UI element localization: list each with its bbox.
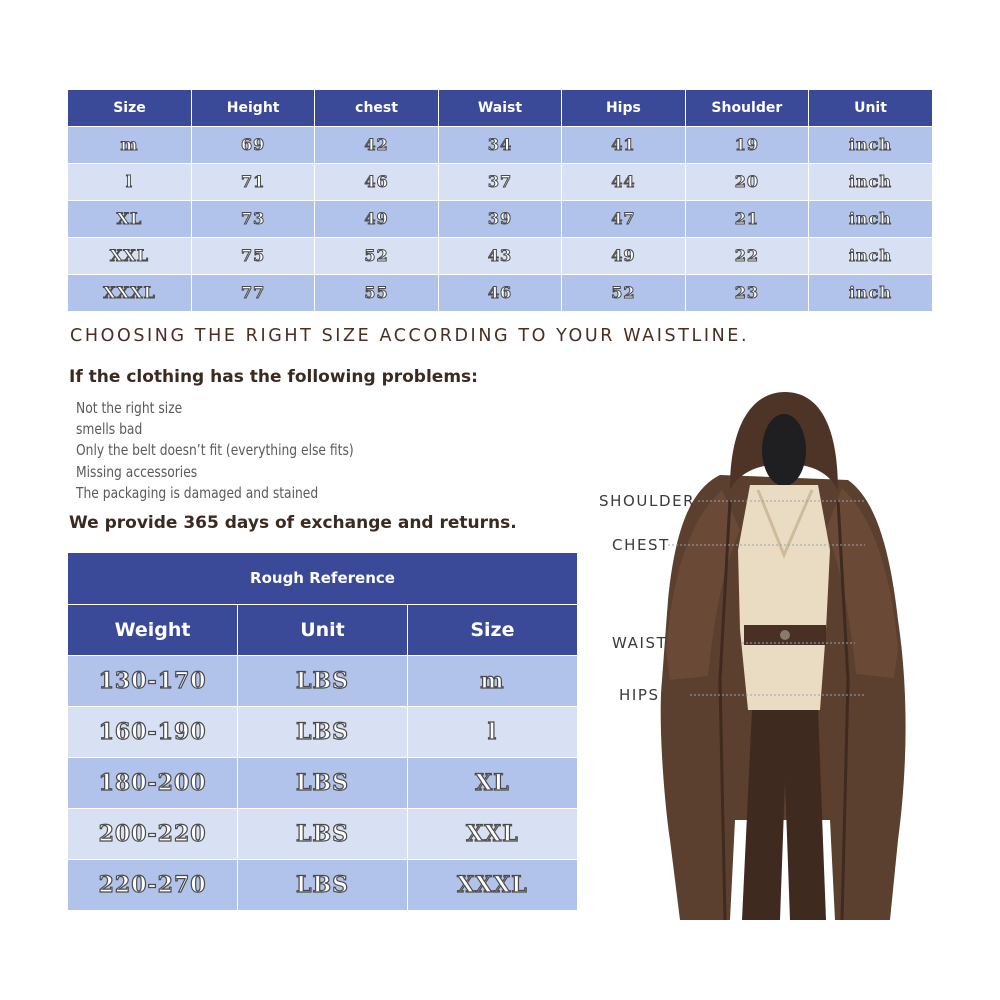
belt-buckle (780, 630, 790, 640)
cell-height: 75 (191, 237, 314, 274)
size-guide-heading: CHOOSING THE RIGHT SIZE ACCORDING TO YOUR WAISTLINE. (70, 326, 750, 346)
hips-label: HIPS (619, 686, 660, 704)
list-item: Not the right size (76, 399, 183, 417)
table-row (68, 706, 577, 757)
size-chart-table (68, 90, 932, 311)
header-hips: Hips (562, 90, 685, 126)
returns-note: We provide 365 days of exchange and returns. (69, 513, 517, 533)
header-waist: Waist (438, 90, 561, 126)
weight-table-header-row (68, 604, 577, 655)
cell-size: m (68, 126, 191, 163)
header-height: Height (191, 90, 314, 126)
cell-chest: 42 (315, 126, 438, 163)
cell-size: XXXL (407, 859, 577, 910)
cell-height: 71 (191, 163, 314, 200)
cell-waist: 43 (438, 237, 561, 274)
cell-chest: 55 (315, 274, 438, 311)
header-size: Size (407, 604, 577, 655)
shoulder-label: SHOULDER (599, 492, 696, 510)
robe-figure (580, 380, 980, 940)
cell-size: XL (68, 200, 191, 237)
cell-height: 73 (191, 200, 314, 237)
mannequin-head (762, 414, 806, 486)
table-row (68, 274, 932, 311)
cell-size: m (407, 655, 577, 706)
header-chest: chest (315, 90, 438, 126)
cell-waist: 37 (438, 163, 561, 200)
cell-unit: inch (809, 200, 932, 237)
header-shoulder: Shoulder (685, 90, 808, 126)
cell-hips: 44 (562, 163, 685, 200)
header-unit: Unit (238, 604, 408, 655)
table-row (68, 757, 577, 808)
cell-size: XXL (407, 808, 577, 859)
cell-hips: 49 (562, 237, 685, 274)
cell-weight: 220-270 (68, 859, 238, 910)
cell-weight: 160-190 (68, 706, 238, 757)
cell-chest: 46 (315, 163, 438, 200)
cell-shoulder: 20 (685, 163, 808, 200)
cell-weight: 200-220 (68, 808, 238, 859)
cell-waist: 39 (438, 200, 561, 237)
weight-table-caption-row (68, 553, 577, 604)
cell-hips: 41 (562, 126, 685, 163)
cell-hips: 47 (562, 200, 685, 237)
cell-size: XL (407, 757, 577, 808)
cell-height: 69 (191, 126, 314, 163)
size-chart-header-row (68, 90, 932, 126)
cell-unit: LBS (238, 808, 408, 859)
cell-chest: 52 (315, 237, 438, 274)
cell-size: XXXL (68, 274, 191, 311)
cell-weight: 130-170 (68, 655, 238, 706)
chest-label: CHEST (612, 536, 670, 554)
list-item: The packaging is damaged and stained (76, 483, 319, 502)
cell-unit: inch (809, 237, 932, 274)
cell-waist: 34 (438, 126, 561, 163)
table-row (68, 859, 577, 910)
table-row (68, 163, 932, 200)
weight-table-caption: Rough Reference (68, 553, 577, 604)
list-item: Only the belt doesn’t fit (everything else fits) (76, 441, 354, 460)
cell-shoulder: 19 (685, 126, 808, 163)
cell-unit: LBS (238, 757, 408, 808)
cell-unit: inch (809, 163, 932, 200)
list-item: Missing accessories (76, 462, 198, 481)
header-weight: Weight (68, 604, 238, 655)
cell-weight: 180-200 (68, 757, 238, 808)
cell-unit: LBS (238, 655, 408, 706)
table-row (68, 237, 932, 274)
weight-reference-table (68, 553, 577, 910)
table-row (68, 808, 577, 859)
cell-size: l (68, 163, 191, 200)
problems-title: If the clothing has the following problems: (69, 367, 478, 387)
cell-height: 77 (191, 274, 314, 311)
cell-unit: inch (809, 126, 932, 163)
cell-shoulder: 21 (685, 200, 808, 237)
table-row (68, 200, 932, 237)
cell-size: l (407, 706, 577, 757)
cell-shoulder: 23 (685, 274, 808, 311)
robe-illustration (580, 380, 980, 940)
table-row (68, 655, 577, 706)
problem-list (76, 398, 354, 504)
cell-unit: LBS (238, 706, 408, 757)
list-item: smells bad (76, 420, 143, 439)
cell-unit: LBS (238, 859, 408, 910)
header-size: Size (68, 90, 191, 126)
cell-unit: inch (809, 274, 932, 311)
cell-shoulder: 22 (685, 237, 808, 274)
header-unit: Unit (809, 90, 932, 126)
table-row (68, 126, 932, 163)
cell-hips: 52 (562, 274, 685, 311)
cell-size: XXL (68, 237, 191, 274)
robe-tunic (738, 485, 830, 710)
cell-waist: 46 (438, 274, 561, 311)
cell-chest: 49 (315, 200, 438, 237)
waist-label: WAIST (612, 634, 668, 652)
